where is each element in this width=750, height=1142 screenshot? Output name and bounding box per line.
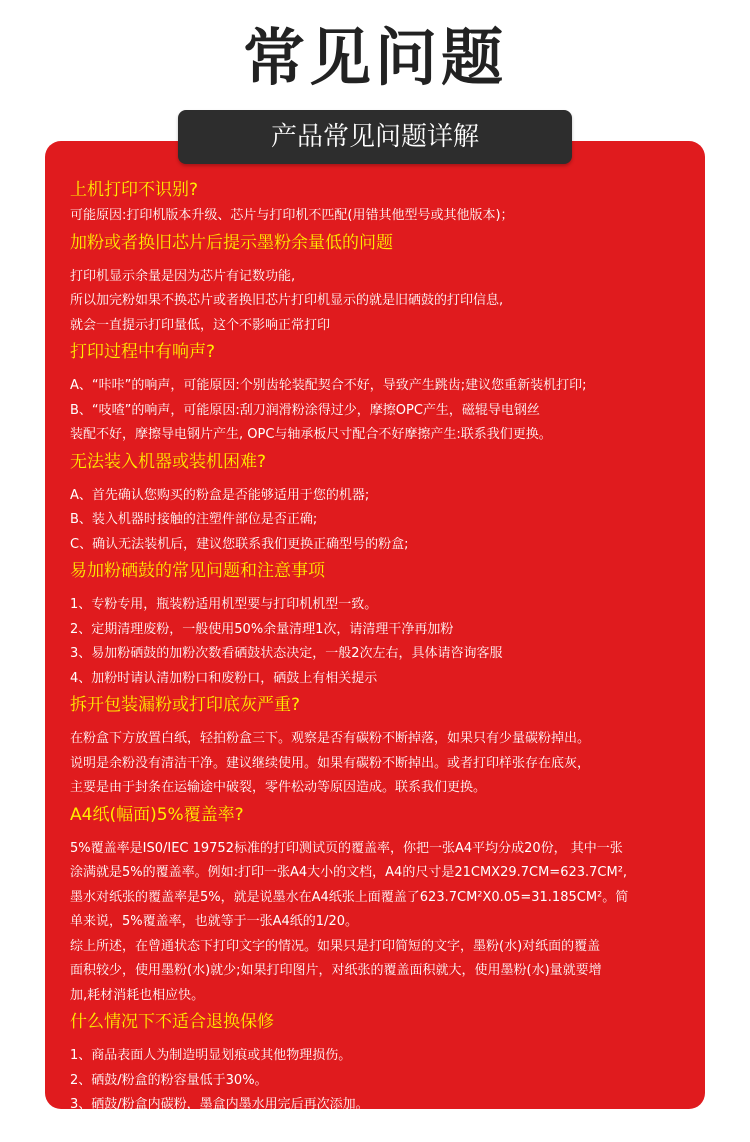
question: 加粉或者换旧芯片后提示墨粉余量低的问题 xyxy=(70,229,695,257)
answer-line: 综上所述，在曾通状态下打印文字的情况。如果只是打印简短的文字，墨粉(水)对纸面的覆盖 xyxy=(70,935,695,960)
answer-line: 3、易加粉硒鼓的加粉次数看硒鼓状态决定，一般2次左右，具体请咨询客服 xyxy=(70,642,695,667)
faq-item xyxy=(70,229,695,339)
answer-line: 说明是余粉没有清洁干净。建议继续使用。如果有碳粉不断掉出。或者打印样张存在底灰， xyxy=(70,752,695,777)
answer-line: 在粉盒下方放置白纸，轻拍粉盒三下。观察是否有碳粉不断掉落，如果只有少量碳粉掉出。 xyxy=(70,727,695,752)
answer-line: 加,耗材消耗也相应快。 xyxy=(70,984,695,1009)
answer-line: 可能原因:打印机版本升级、芯片与打印机不匹配(用错其他型号或其他版本)； xyxy=(70,204,695,229)
faq-item xyxy=(70,448,695,558)
faq-item xyxy=(70,801,695,1009)
answer-line: B、装入机器时接触的注塑件部位是否正确; xyxy=(70,508,695,533)
answer-line: C、确认无法装机后，建议您联系我们更换正确型号的粉盒; xyxy=(70,533,695,558)
answer-line: 所以加完粉如果不换芯片或者换旧芯片打印机显示的就是旧硒鼓的打印信息, xyxy=(70,289,695,314)
answer-line: 墨水对纸张的覆盖率是5%，就是说墨水在A4纸张上面覆盖了623.7CM²X0.05=31.185CM²。简 xyxy=(70,886,695,911)
question: A4纸(幅面)5%覆盖率? xyxy=(70,801,695,829)
answer-line: 就会一直提示打印量低，这个不影响正常打印 xyxy=(70,314,695,339)
answer-line: 2、定期清理废粉，一般使用50%余量清理1次，请清理干净再加粉 xyxy=(70,618,695,643)
answer-line: 涂满就是5%的覆盖率。例如:打印一张A4大小的文档，A4的尺寸是21CMX29.7CM=623.7CM², xyxy=(70,861,695,886)
answer-line: A、“咔咔”的响声，可能原因:个别齿轮装配契合不好，导致产生跳齿;建议您重新装机打印; xyxy=(70,374,695,399)
answer-line: 4、非本公司的产品不予退换。 xyxy=(70,1118,695,1142)
answer-line: 1、商品表面人为制造明显划痕或其他物理损伤。 xyxy=(70,1044,695,1069)
question: 易加粉硒鼓的常见问题和注意事项 xyxy=(70,557,695,585)
answer-line: 面积较少，使用墨粉(水)就少;如果打印图片，对纸张的覆盖面积就大，使用墨粉(水)量就要增 xyxy=(70,959,695,984)
faq-item xyxy=(70,557,695,691)
faq-item xyxy=(70,1008,695,1142)
answer-line: 1、专粉专用，瓶装粉适用机型要与打印机机型一致。 xyxy=(70,593,695,618)
answer-line: 主要是由于封条在运输途中破裂，零件松动等原因造成。联系我们更换。 xyxy=(70,776,695,801)
answer-line: 5%覆盖率是IS0/IEC 19752标准的打印测试页的覆盖率，你把一张A4平均分成20份， 其中一张 xyxy=(70,837,695,862)
answer-line: B、“吱喳”的响声，可能原因:刮刀润滑粉涂得过少，摩擦OPC产生，磁辊导电钢丝 xyxy=(70,399,695,424)
faq-item xyxy=(70,691,695,801)
faq-item xyxy=(70,176,695,229)
answer-line: A、首先确认您购买的粉盒是否能够适用于您的机器; xyxy=(70,484,695,509)
page-title: 常见问题 xyxy=(0,18,750,98)
faq-list xyxy=(70,176,695,1142)
question: 无法装入机器或装机困难? xyxy=(70,448,695,476)
answer-line: 4、加粉时请认清加粉口和废粉口，硒鼓上有相关提示 xyxy=(70,667,695,692)
answer-line: 单来说，5%覆盖率，也就等于一张A4纸的1/20。 xyxy=(70,910,695,935)
section-header: 产品常见问题详解 xyxy=(178,110,572,164)
answer-line: 2、硒鼓/粉盒的粉容量低于30%。 xyxy=(70,1069,695,1094)
question: 上机打印不识别? xyxy=(70,176,695,204)
faq-item xyxy=(70,338,695,448)
answer-line: 打印机显示余量是因为芯片有记数功能, xyxy=(70,265,695,290)
question: 拆开包装漏粉或打印底灰严重? xyxy=(70,691,695,719)
question: 打印过程中有响声? xyxy=(70,338,695,366)
answer-line: 装配不好，摩擦导电钢片产生, OPC与轴承板尺寸配合不好摩擦产生:联系我们更换。 xyxy=(70,423,695,448)
question: 什么情况下不适合退换保修 xyxy=(70,1008,695,1036)
answer-line: 3、硒鼓/粉盒内碳粉，墨盒内墨水用完后再次添加。 xyxy=(70,1093,695,1118)
